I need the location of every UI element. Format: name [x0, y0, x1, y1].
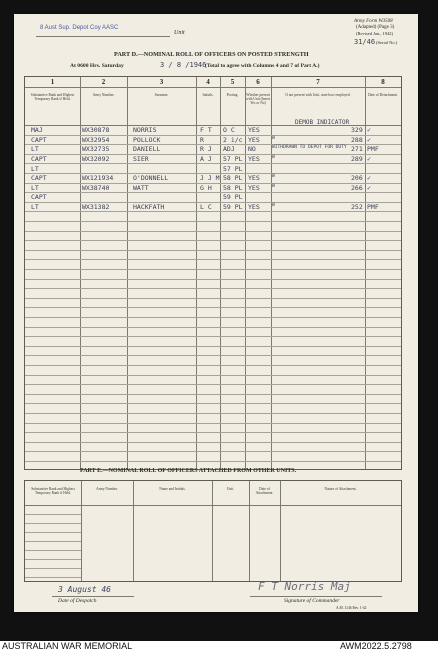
row-check-mark: ✓: [367, 183, 371, 192]
table-rule: [25, 403, 401, 404]
part-e-column-header: Nature of Attachment.: [324, 487, 357, 491]
row-present: YES: [248, 183, 260, 192]
column-number: 7: [316, 78, 320, 86]
row-number: WX31382: [82, 203, 110, 211]
row-rank: CAPT: [31, 135, 47, 144]
signature-line: [250, 596, 382, 597]
part-d-time-suffix: (Total to agree with Columns 4 and 7 of Part A.): [205, 63, 320, 69]
row-demob-number: 289: [351, 155, 363, 163]
column-header: Army Number.: [92, 93, 115, 97]
table-rule: [25, 221, 401, 222]
part-e-rule: [25, 514, 81, 515]
despatch-line: [52, 596, 134, 597]
row-present: YES: [248, 174, 260, 183]
row-initials: G H: [200, 183, 212, 192]
form-adapted: (Adapted) (Page 3): [356, 25, 395, 30]
table-rule: [25, 432, 401, 433]
row-check-mark: ✓: [367, 174, 371, 183]
table-rule: [25, 394, 401, 395]
row-rank: CAPT: [31, 174, 47, 183]
row-surname: O'DONNELL: [133, 174, 169, 183]
table-rule: [25, 250, 401, 251]
row-initials: R: [200, 135, 204, 144]
row-surname: NORRIS: [133, 126, 157, 135]
column-divider: [245, 77, 246, 469]
row-demob-number: 271: [351, 145, 363, 154]
table-rule: [25, 336, 401, 337]
table-rule: [25, 288, 401, 289]
column-divider: [196, 77, 197, 469]
unit-stamp: 8 Aust Sup. Depot Coy AASC: [40, 25, 119, 31]
part-e-column-header: Army Number.: [96, 487, 118, 491]
column-divider: [220, 77, 221, 469]
row-surname: DANIELL: [133, 145, 161, 154]
row-demob-number: 288: [351, 135, 363, 144]
table-rule: [25, 327, 401, 328]
row-initials: L C: [200, 203, 212, 211]
table-rule: [25, 163, 401, 164]
row-demob-number: 252: [351, 203, 363, 211]
table-rule: [25, 240, 401, 241]
part-e-table: [24, 480, 402, 582]
part-e-column-header: Unit.: [226, 487, 235, 491]
column-header: Substantive Rank and Highest Temporary Rank if Held.: [30, 93, 75, 102]
row-posting: 2 i/c: [223, 135, 243, 144]
table-rule: [25, 442, 401, 443]
part-d-title: PART D.—NOMINAL ROLL OF OFFICERS ON POSTED STRENGTH: [114, 51, 309, 58]
row-rank: MAJ: [31, 126, 43, 135]
column-header: Surname.: [154, 93, 169, 97]
number-band-rule: [25, 87, 401, 88]
table-rule: [25, 231, 401, 232]
row-posting: O C: [223, 126, 235, 135]
column-number: 6: [256, 78, 260, 86]
row-posting: 59 PL: [223, 193, 243, 202]
row-present: YES: [248, 135, 260, 144]
row-initials: A J: [200, 155, 212, 163]
table-rule: [25, 269, 401, 270]
row-posting: 57 PL: [223, 164, 243, 173]
part-e-column-divider: [81, 481, 82, 581]
column-number: 5: [230, 78, 235, 86]
row-initials: R J: [200, 145, 212, 154]
table-rule: [25, 375, 401, 376]
unit-underline: [36, 36, 170, 37]
table-rule: [25, 192, 401, 193]
table-rule: [25, 259, 401, 260]
column-number: 1: [50, 78, 55, 86]
column-divider: [80, 77, 81, 469]
row-number: WX121934: [82, 174, 114, 183]
column-header: Initials.: [202, 93, 214, 97]
row-rank: CAPT: [31, 155, 47, 163]
row-present: YES: [248, 155, 260, 163]
row-employed: W: [272, 155, 275, 160]
row-employed: W: [272, 183, 275, 189]
despatch-date: 3 August 46: [58, 585, 111, 594]
part-e-column-divider: [249, 481, 250, 581]
part-e-column-divider: [280, 481, 281, 581]
part-e-rule: [25, 532, 81, 533]
row-employed: W: [272, 174, 275, 180]
part-e-column-header: Name and Initials.: [159, 487, 186, 491]
row-rank: CAPT: [31, 193, 47, 202]
row-check-mark: ✓: [367, 135, 371, 144]
row-rank: LT: [31, 203, 39, 211]
row-check-mark: ✓: [367, 155, 371, 163]
row-present: YES: [248, 126, 260, 135]
column-number: 8: [381, 78, 385, 86]
table-rule: [25, 384, 401, 385]
part-e-column-divider: [133, 481, 134, 581]
row-demob-number: 329: [351, 126, 363, 135]
part-e-rule: [25, 550, 81, 551]
table-rule: [25, 461, 401, 462]
column-number: 4: [206, 78, 210, 86]
part-d-date: 3 / 8 /1946: [160, 61, 207, 69]
form-number: Army Form W3508: [354, 19, 393, 24]
part-e-title: PART E.—NOMINAL ROLL OF OFFICERS ATTACHED FROM OTHER UNITS.: [80, 468, 297, 474]
column-header: Whether present with Unit (Insert Yes or No): [246, 93, 270, 106]
row-posting: 57 PL: [223, 155, 243, 163]
row-surname: HACKFATH: [133, 203, 165, 211]
serial-date: 31/46: [354, 38, 376, 46]
footer-accession: AWM2022.5.2798: [340, 641, 412, 651]
part-e-rule: [25, 568, 81, 569]
commander-signature: F T Norris Maj: [258, 580, 351, 593]
col7-note: DEMOB INDICATOR: [295, 119, 350, 126]
row-surname: SIER: [133, 155, 149, 163]
row-present: YES: [248, 203, 260, 211]
table-rule: [25, 279, 401, 280]
despatch-label: Date of Despatch: [58, 598, 97, 604]
part-d-table: [24, 76, 402, 470]
row-number: WX32092: [82, 155, 110, 163]
row-rank: LT: [31, 145, 39, 154]
column-header: Posting.: [226, 93, 239, 97]
row-check-mark: ✓: [367, 126, 371, 135]
row-posting: 58 PL: [223, 174, 243, 183]
unit-label: Unit: [174, 30, 185, 36]
table-rule: [25, 346, 401, 347]
table-rule: [25, 451, 401, 452]
part-e-rule: [25, 559, 81, 560]
column-number: 3: [159, 78, 164, 86]
part-d-time-prefix: At 0600 Hrs. Saturday: [70, 63, 124, 69]
serial-label: (Serial No.): [376, 40, 398, 45]
row-number: WX30878: [82, 126, 110, 135]
column-number: 2: [101, 78, 106, 86]
footer-credit: AUSTRALIAN WAR MEMORIAL: [2, 641, 133, 651]
row-surname: POLLOCK: [133, 135, 161, 144]
row-number: WX32954: [82, 135, 110, 144]
row-present: NO: [248, 145, 256, 154]
row-number: WX38740: [82, 183, 110, 192]
part-e-column-header: Substantive Rank and Highest Temporary Rank if Held.: [31, 487, 75, 496]
column-divider: [127, 77, 128, 469]
table-rule: [25, 307, 401, 308]
column-divider: [365, 77, 366, 469]
row-demob-number: 266: [351, 183, 363, 192]
part-e-rule: [25, 577, 81, 578]
part-e-column-header: Date of Attachment.: [255, 487, 274, 496]
row-posting: 58 PL: [223, 183, 243, 192]
row-initials: F T: [200, 126, 212, 135]
row-check-mark: PMF: [367, 145, 379, 154]
row-demob-number: 206: [351, 174, 363, 183]
row-rank: LT: [31, 183, 39, 192]
part-e-rule: [25, 523, 81, 524]
print-reference: A.M. 1146 Rev. 1-42: [336, 606, 367, 610]
table-rule: [25, 355, 401, 356]
form-revised: (Revised Jan., 1942): [356, 31, 393, 36]
part-e-rule: [25, 541, 81, 542]
table-rule: [25, 413, 401, 414]
column-header: Date of Detachment.: [368, 93, 398, 97]
table-rule: [25, 317, 401, 318]
table-rule: [25, 365, 401, 366]
table-rule: [25, 423, 401, 424]
row-rank: LT: [31, 164, 39, 173]
column-header: If not present with Unit, state how employed.: [285, 93, 351, 97]
row-employed: W: [272, 203, 275, 208]
row-posting: 59 PL: [223, 203, 243, 211]
table-rule: [25, 211, 401, 212]
form-sheet: [14, 14, 418, 612]
row-number: WX32735: [82, 145, 110, 154]
signature-label: Signature of Commander: [284, 598, 340, 604]
row-surname: WATT: [133, 183, 149, 192]
table-rule: [25, 298, 401, 299]
row-employed: WITHDRAWN TO DEPOT FOR DUTY: [272, 145, 347, 151]
row-employed: W: [272, 135, 275, 141]
part-e-column-divider: [212, 481, 213, 581]
row-check-mark: PMF: [367, 203, 379, 211]
row-posting: ADJ: [223, 145, 235, 154]
row-initials: J J M: [200, 174, 220, 183]
